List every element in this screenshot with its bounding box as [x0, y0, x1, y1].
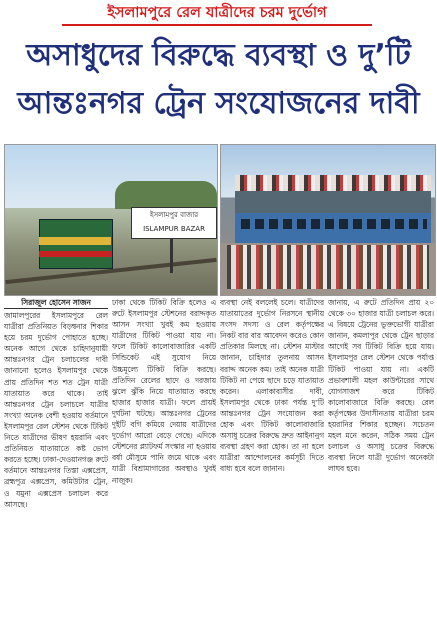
- station-sign-bangla: ইসলামপুর বাজার: [149, 211, 199, 219]
- article-column-2-text: ঢাকা থেকে টিকিট বিক্রি হলেও এ রুটে ইসলামপুর স্টেশনের বরাদ্দকৃত আসন সংখ্যা খুবই কম হওয়ায় যাত্রীদের টিকিট পাওয়া যায় না। ফলে টিকিট কালোবাজারির একটি সিন্ডিকেট এই সুযোগ নিয়ে উচ্চমূল্যে টিকিট বিক্রি করছে। প্রতিদিন রেলের ছাদে ও দরজায় ঝুলে ঝুঁকি নিয়ে যাতায়াত করছে হাজার হাজার যাত্রী। ফলে প্রায়ই দুর্ঘটনা ঘটছে। আন্তঃনগর ট্রেনের দুইটি বগি কমিয়ে দেয়ায় যাত্রীদের দুর্ভোগ আরো বেড়ে গেছে। এদিকে স্টেশনের প্ল্যাটফর্ম সংস্কার না হওয়ায় বর্ষা মৌসুমে পানি জমে থাকে এবং যাত্রী বিশ্রামাগারের অবস্থাও খুবই নাজুক।: [112, 298, 216, 485]
- article-column-3: [220, 297, 324, 631]
- photo-sign-post: [170, 237, 173, 273]
- headline-line-1: অসাধুদের বিরুদ্ধে ব্যবস্থা ও দু’টি: [26, 38, 411, 73]
- article-column-2: [112, 297, 216, 631]
- station-name-sign: [131, 207, 217, 239]
- article-column-1-text: জামালপুরের ইসলামপুরে রেল যাত্রীরা প্রতিনিয়ত বিড়ম্বনার শিকার হয়ে চরম দুর্ভোগ পোহাতে হচ্ছে। অনেক আগে থেকে চাহিদানুযায়ী আন্তঃনগর ট্রেন চলাচলের দাবী জানানো হলেও ইসলামপুর থেকে প্রায় প্রতিদিন শত শত ট্রেন যাত্রী যাতায়াত করে থাকে। তাই আন্তঃনগর ট্রেন চলাচলে যাত্রীর সংখ্যা অনেক বেশী হওয়ায় বর্তমানে ইসলামপুর রেল স্টেশন থেকে টিকিট নিতে যাত্রীদের ভীষণ হয়রানি এবং প্রতিনিয়ত যাতায়াতে কষ্ট ভোগ করতে হচ্ছে। ঢাকা-দেওয়ানগঞ্জ রুটে বর্তমানে আন্তঃনগর তিস্তা এক্সপ্রেস, ব্রহ্মপুত্র এক্সপ্রেস, কমিউটার ট্রেন, ও যমুনা এক্সপ্রেস চলাচল করে আসছে।: [4, 311, 108, 509]
- photo-train-windows: [241, 219, 427, 229]
- article-column-4: [328, 297, 434, 631]
- photo-platform-crowd: [227, 245, 429, 289]
- article-column-4-text: জানায়, এ রুটে প্রতিদিন প্রায় ২০ থেকে ৩০ হাজার যাত্রী চলাচল করে। এ বিষয়ে ট্রেনের ভুক্তভোগী যাত্রীরা জানান, কমলাপুর থেকে ট্রেন ছাড়ার আগেই সব টিকিট বিক্রি হয়ে যায়। ইসলামপুর রেল স্টেশন থেকে পর্যাপ্ত টিকিট পাওয়া যায় না। একটি প্রভাবশালী মহল কাউন্টারের সাথে যোগসাজশ করে টিকিট কালোবাজারে বিক্রি করছে। রেল কর্তৃপক্ষের উদাসীনতায় যাত্রীরা চরম হয়রানির শিকার হচ্ছেন। সচেতন মহল মনে করেন, সঠিক সময় ট্রেন চলাচল ও অসাধু চক্রের বিরুদ্ধে ব্যবস্থা নিলে যাত্রী দুর্ভোগ অনেকটা লাঘব হবে।: [328, 298, 434, 474]
- photo-locomotive-stripe: [39, 237, 111, 245]
- headline-line-2: আন্তঃনগর ট্রেন সংযোজনের দাবী: [17, 86, 420, 121]
- byline: সিরাজুল হোসেন সাজন: [4, 297, 108, 309]
- photo-train-at-station: [4, 144, 218, 296]
- photo-locomotive-red-band: [39, 251, 111, 257]
- photo-passengers-on-roof: [235, 175, 431, 191]
- kicker-headline: ইসলামপুরে রেল যাত্রীদের চরম দুর্ভোগ: [62, 2, 372, 26]
- photo-crowded-train: [220, 144, 436, 296]
- article-column-3-text: ব্যবস্থা নেই বললেই চলে। যাত্রীদের যাতায়াতের দুর্ভোগ নিরসনে স্থানীয় সংসদ সদস্য ও রেল কর্তৃপক্ষের নিকট বার বার আবেদন করেও কোন প্রতিকার মিলছে না। স্টেশন মাস্টার জানান, চাহিদার তুলনায় আসন বরাদ্দ অনেক কম। তাই অনেক যাত্রী টিকিট না পেয়ে ছাদে চড়ে যাতায়াত করেন। এলাকাবাসীর দাবী, ইসলামপুর থেকে ঢাকা পর্যন্ত দু’টি আন্তঃনগর ট্রেন সংযোজন করা হোক এবং টিকিট কালোবাজারি অসাধু চক্রের বিরুদ্ধে দ্রুত আইনানুগ ব্যবস্থা গ্রহণ করা হোক। তা না হলে যাত্রীরা আন্দোলনের কর্মসূচী দিতে বাধ্য হবে বলে জানান।: [220, 298, 324, 474]
- article-body: [4, 297, 434, 631]
- station-sign-english: ISLAMPUR BAZAR: [143, 225, 205, 233]
- photo-trees: [115, 181, 217, 209]
- article-column-1: [4, 297, 108, 631]
